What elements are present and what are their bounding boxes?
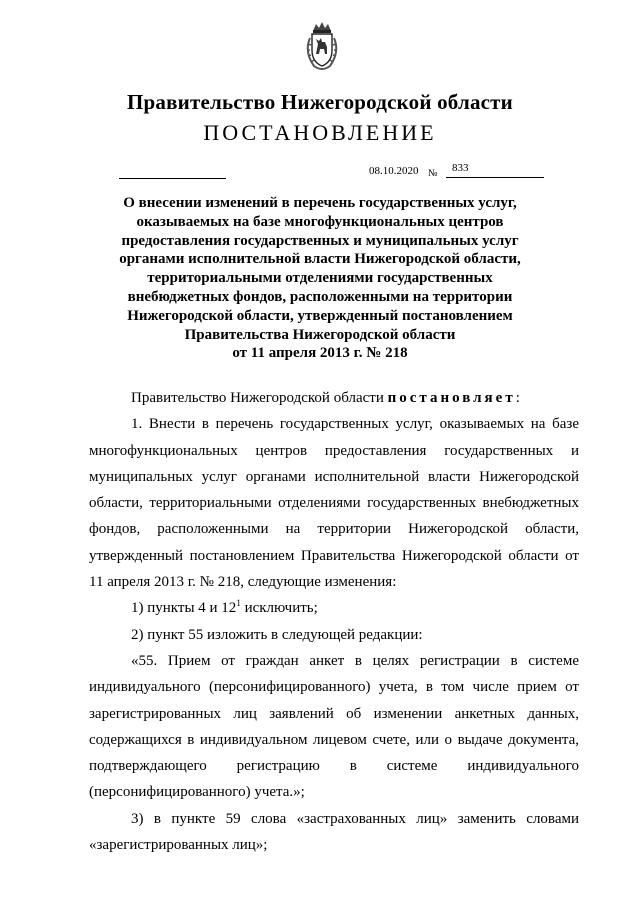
paragraph-item-2: 2) пункт 55 изложить в следующей редакции:: [131, 626, 423, 643]
signature-line: [119, 178, 226, 179]
resolves-word: постановляет: [387, 390, 516, 406]
title-line: оказываемых на базе многофункциональных центров: [136, 213, 504, 230]
title-line: Нижегородской области, утвержденный постановлением: [127, 307, 513, 324]
organization-title: Правительство Нижегородской области: [127, 90, 513, 114]
title-line: органами исполнительной власти Нижегородской области,: [119, 251, 521, 268]
title-line: О внесении изменений в перечень государственных услуг,: [123, 195, 517, 211]
paragraph-1: 1. Внести в перечень государственных услуг, оказываемых на базе многофункциональных центров предоставления государственных и муниципальных услуг органами исполнительной власти Нижегородской области, территориальными отделениями государственных внебюджетных фондов, расположенными на территории Нижегородской области, утвержденный постановлением Правительства Нижегородской области от 11 апреля 2013 г. № 218, следующие изменения:: [89, 416, 579, 591]
item-1-text-end: исключить;: [240, 600, 318, 617]
document-title: [100, 194, 540, 363]
paragraph-point-55: «55. Прием от граждан анкет в целях регистрации в системе индивидуального (персонифицированного) учета, в том числе прием от зарегистрированных лиц заявлений об изменении анкетных данных, содержащихся в индивидуальном лицевом счете, или о выдаче документа, подтверждающего регистрацию в системе индивидуального (персонифицированного) учета.»;: [89, 652, 579, 801]
number-sign: №: [428, 168, 438, 179]
title-line: от 11 апреля 2013 г. № 218: [232, 345, 408, 362]
title-line: территориальными отделениями государственных: [147, 270, 493, 287]
title-line: внебюджетных фондов, расположенными на территории: [127, 288, 513, 305]
preamble-text: Правительство Нижегородской области: [131, 390, 388, 406]
document-type: ПОСТАНОВЛЕНИЕ: [203, 120, 437, 145]
coat-of-arms-emblem: [302, 20, 342, 72]
item-1-superscript: 1: [236, 598, 241, 609]
paragraph-item-1: [89, 595, 579, 621]
preamble-colon: :: [515, 390, 520, 406]
title-line: Правительства Нижегородской области: [184, 326, 456, 343]
document-number: 833: [446, 162, 544, 178]
paragraph-item-3: 3) в пункте 59 слова «застрахованных лиц» заменить словами «зарегистрированных лиц»;: [89, 810, 579, 854]
preamble-paragraph: [89, 385, 579, 411]
document-date: 08.10.2020: [369, 165, 419, 177]
document-body: [89, 385, 579, 858]
title-line: предоставления государственных и муниципальных услуг: [121, 232, 519, 249]
item-1-text: 1) пункты 4 и 12: [131, 600, 237, 617]
